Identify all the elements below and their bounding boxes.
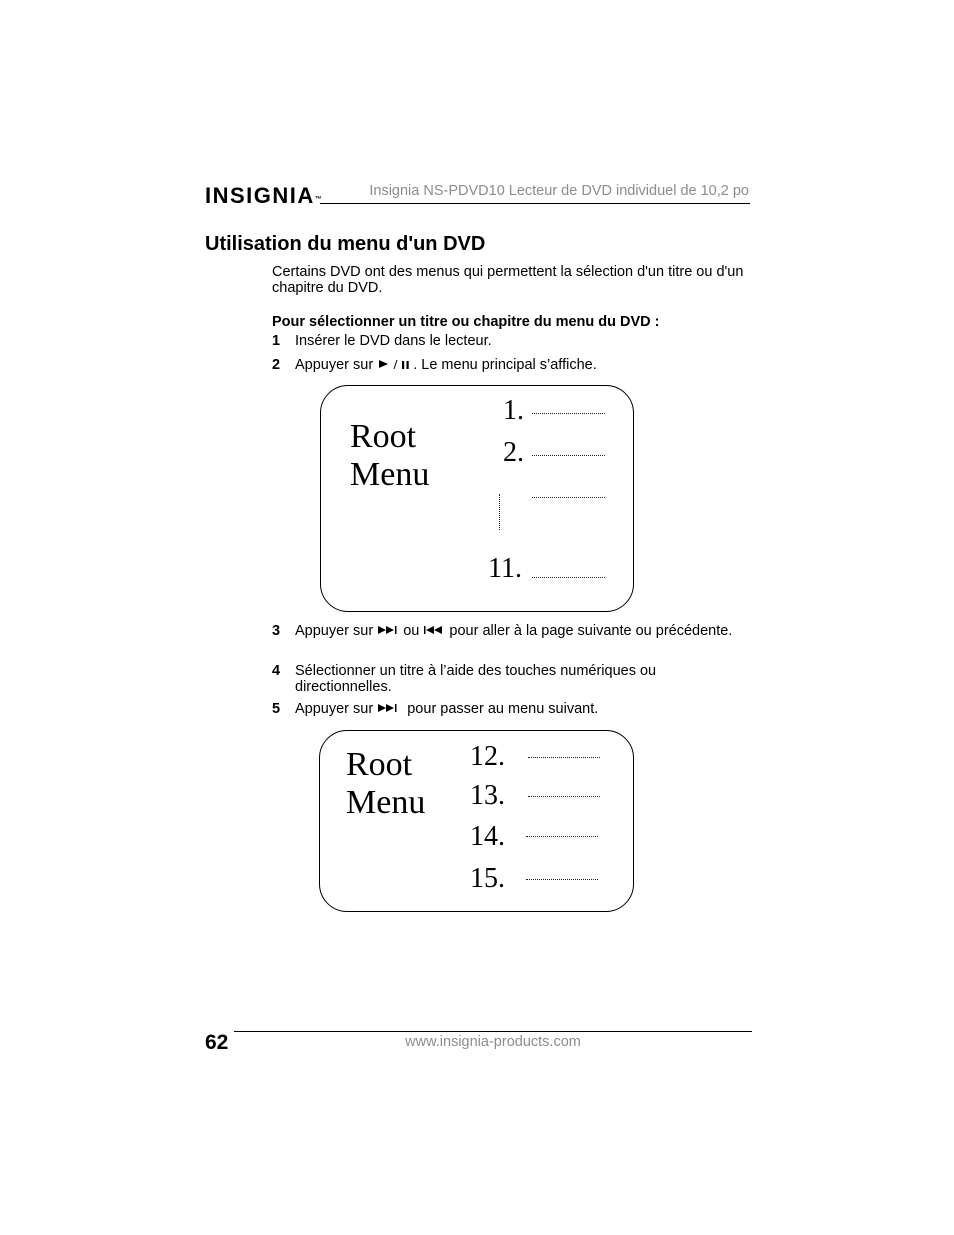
intro-paragraph: Certains DVD ont des menus qui permettent la sélection d'un titre ou d'un chapitre du DVD.	[272, 264, 744, 296]
play-pause-icon	[377, 358, 413, 374]
step-text-post: pour passer au menu suivant.	[403, 701, 599, 717]
step-number: 1	[272, 333, 281, 349]
step-1	[272, 333, 752, 349]
page-number: 62	[205, 1031, 229, 1054]
footer-url: www.insignia-products.com	[405, 1034, 581, 1050]
menu-title-line-2: Menu	[346, 784, 426, 821]
root-menu-diagram-2	[319, 730, 634, 912]
step-number: 2	[272, 357, 281, 373]
header-divider	[320, 203, 750, 204]
menu-item-placeholder	[528, 796, 600, 797]
step-text-pre: Appuyer sur	[295, 701, 378, 717]
step-3	[272, 623, 752, 640]
insignia-logo	[205, 181, 322, 211]
menu-item-number: 1.	[503, 395, 524, 426]
menu-item-number: 14.	[470, 821, 505, 852]
step-number: 3	[272, 623, 281, 639]
menu-item-number: 12.	[470, 741, 505, 772]
step-number: 5	[272, 701, 281, 717]
step-text: Insérer le DVD dans le lecteur.	[295, 333, 492, 349]
step-5	[272, 701, 752, 718]
step-text-pre: Appuyer sur	[295, 623, 378, 639]
step-text-post: pour aller à la page suivante ou précédente.	[449, 623, 733, 639]
menu-item-placeholder	[532, 455, 605, 456]
skip-next-icon	[377, 624, 403, 640]
menu-item-number: 15.	[470, 863, 505, 894]
menu-title	[350, 418, 429, 494]
menu-item-number: 11.	[488, 553, 522, 584]
step-text-pre: Appuyer sur	[295, 357, 378, 373]
menu-title	[346, 746, 425, 822]
continuation-dots	[499, 494, 500, 530]
menu-item-number: 13.	[470, 780, 505, 811]
step-4	[272, 663, 752, 695]
footer-divider	[234, 1031, 752, 1032]
step-text-mid: ou	[403, 623, 424, 639]
menu-item-placeholder	[528, 757, 600, 758]
procedure-title: Pour sélectionner un titre ou chapitre du menu du DVD :	[272, 314, 660, 330]
step-2	[272, 357, 752, 374]
menu-item-placeholder	[526, 879, 598, 880]
trademark-symbol: ™	[314, 196, 322, 203]
menu-item-number: 2.	[503, 437, 524, 468]
skip-next-icon	[377, 702, 403, 718]
step-text-post: . Le menu principal s’affiche.	[413, 357, 597, 373]
step-text: Sélectionner un titre à l’aide des touches numériques ou directionnelles.	[295, 663, 657, 695]
menu-title-line-1: Root	[350, 418, 417, 455]
brand-name: INSIGNIA	[205, 183, 315, 208]
step-text	[295, 357, 752, 374]
menu-title-line-2: Menu	[350, 456, 430, 493]
step-text	[295, 623, 752, 640]
menu-item-placeholder	[532, 413, 605, 414]
menu-item-placeholder	[526, 836, 598, 837]
menu-item-placeholder	[532, 497, 605, 498]
root-menu-diagram-1	[320, 385, 634, 612]
menu-title-line-1: Root	[346, 746, 413, 783]
document-title: Insignia NS-PDVD10 Lecteur de DVD individuel de 10,2 po	[369, 183, 749, 199]
step-number: 4	[272, 663, 281, 679]
step-text	[295, 701, 752, 718]
skip-previous-icon	[423, 624, 449, 640]
section-title: Utilisation du menu d'un DVD	[205, 233, 486, 255]
menu-item-placeholder	[532, 577, 605, 578]
